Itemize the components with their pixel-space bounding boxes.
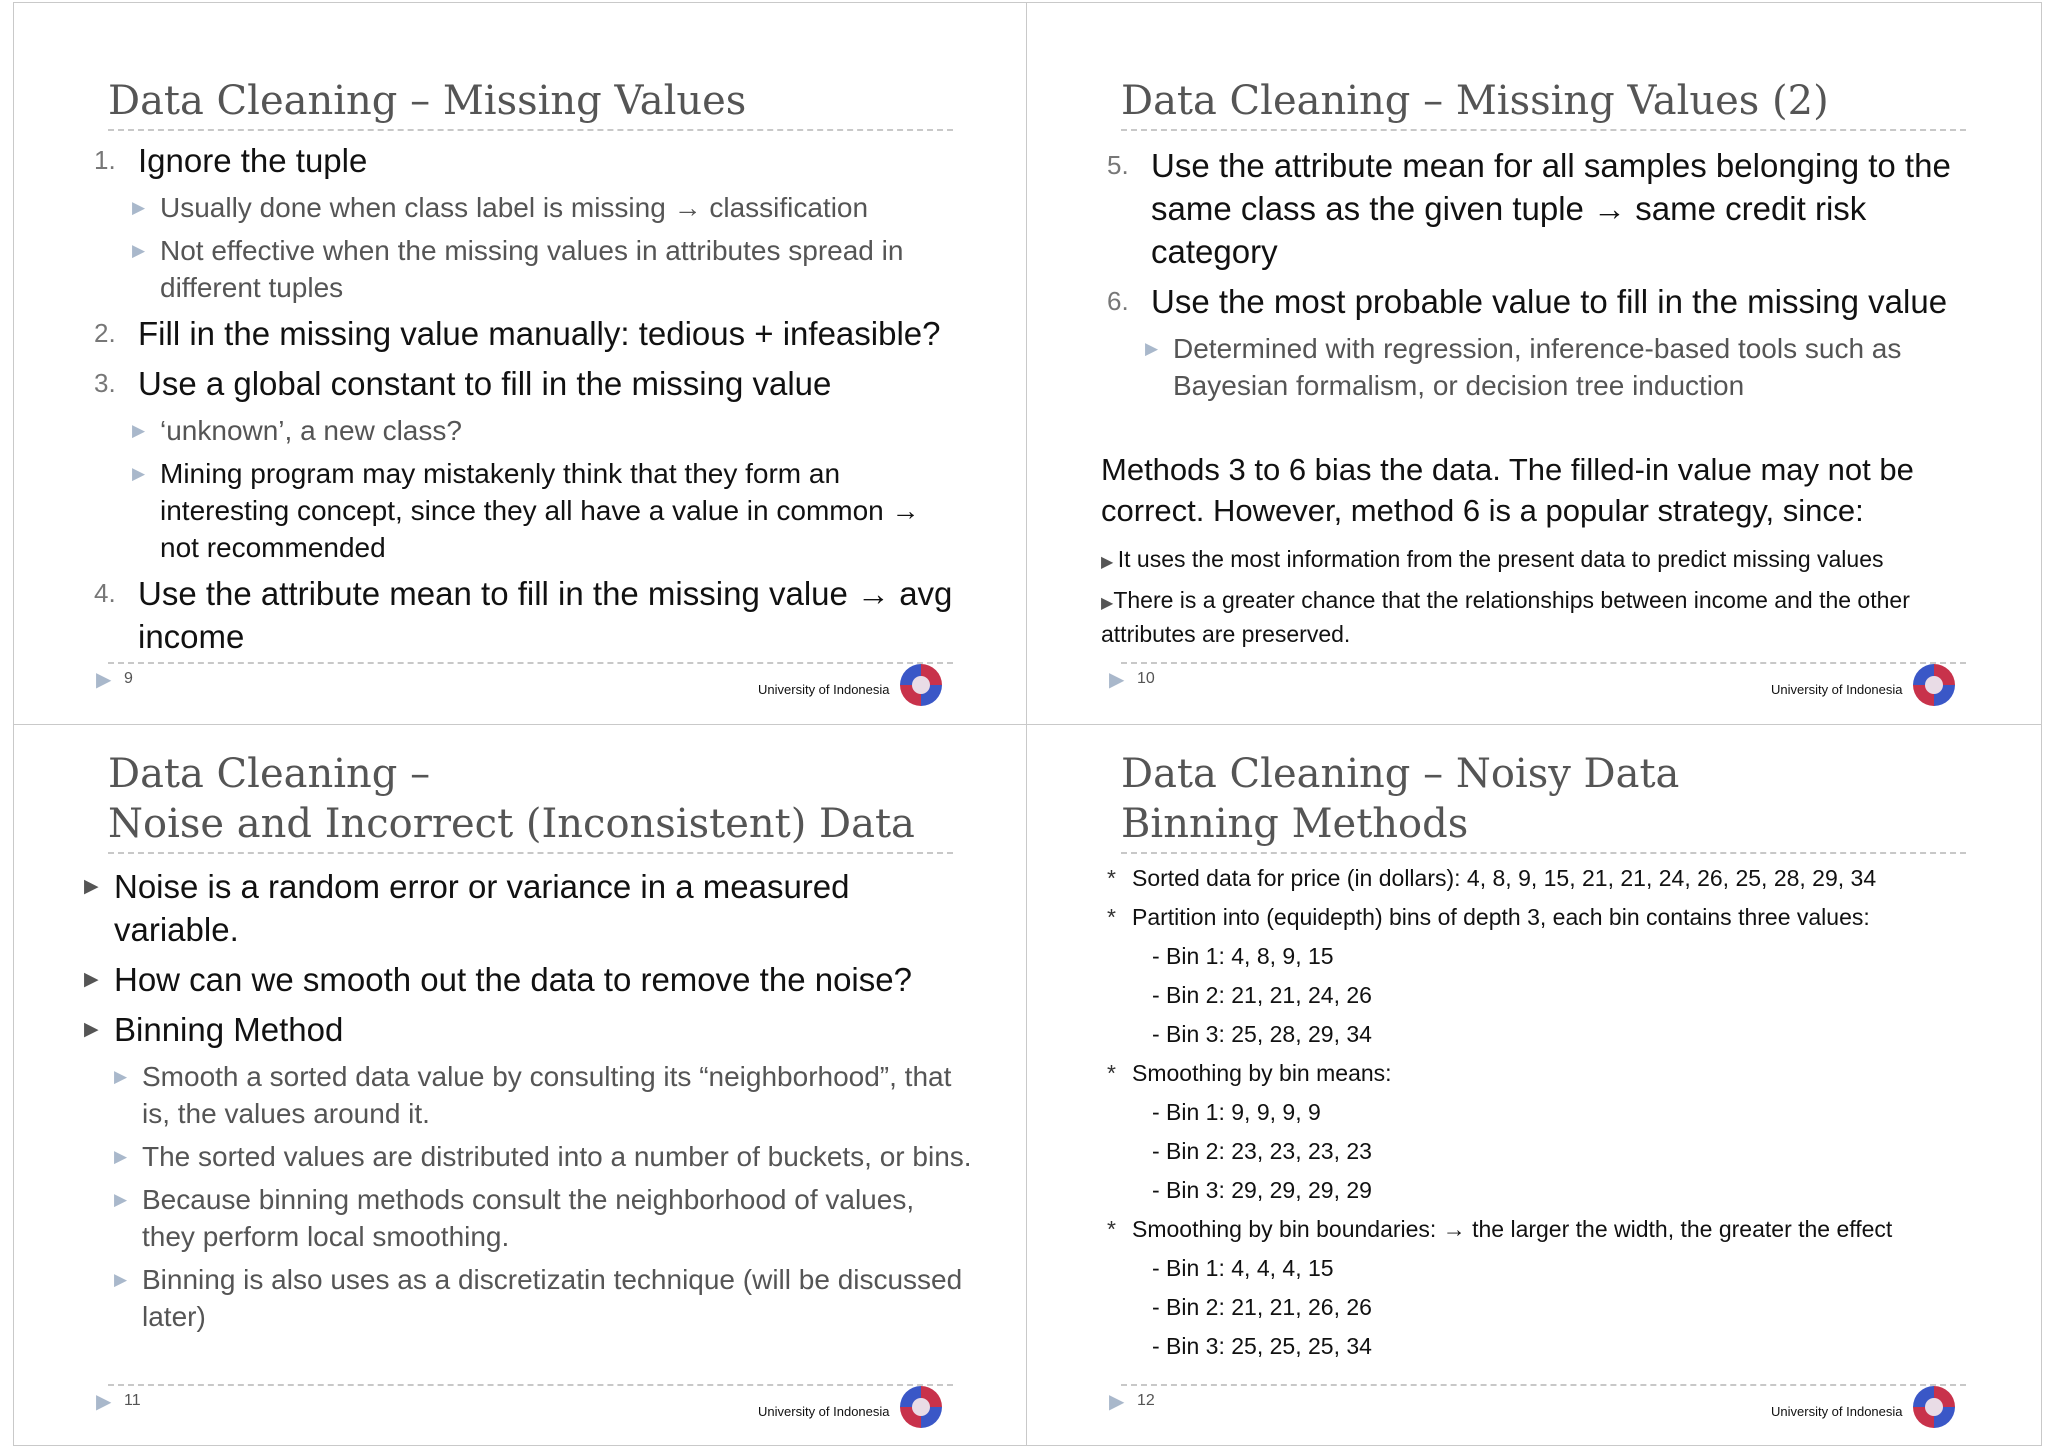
sub-item-text: ‘unknown’, a new class? xyxy=(160,415,462,446)
bullet-item xyxy=(84,1008,974,1051)
reason-item xyxy=(1101,544,1981,578)
bullet-triangle-icon: ▶ xyxy=(114,1270,128,1289)
page-number: 9 xyxy=(124,670,133,687)
slide-title-line2: Binning Methods xyxy=(1121,801,1469,847)
list-item xyxy=(94,139,964,182)
university-name: University of Indonesia xyxy=(758,1404,890,1419)
sub-item-text: Binning is also uses as a discretizatin technique (will be discussed later) xyxy=(142,1264,963,1332)
slide-title: Data Cleaning – Noisy Data xyxy=(1121,751,1680,797)
sub-item-text: Smooth a sorted data value by consulting its “neighborhood”, that is, the values around it. xyxy=(142,1061,952,1129)
bullet-text: How can we smooth out the data to remove the noise? xyxy=(114,961,912,998)
footer-divider xyxy=(1121,1384,1966,1386)
item-number: 6. xyxy=(1107,286,1129,316)
bullet-triangle-icon: ▶ xyxy=(114,1190,128,1209)
sub-item xyxy=(84,1181,974,1255)
slide-9 xyxy=(14,3,1026,723)
binning-line: - Bin 2: 21, 21, 24, 26 xyxy=(1152,982,1372,1008)
sub-item xyxy=(94,455,964,566)
sub-item-text: Mining program may mistakenly think that they form an interesting concept, since they all have a value in common → not recommended xyxy=(160,458,920,563)
bullet-triangle-icon: ▶ xyxy=(114,1147,128,1166)
asterisk-bullet: * xyxy=(1107,1216,1116,1242)
binning-line: - Bin 2: 23, 23, 23, 23 xyxy=(1152,1138,1372,1164)
sub-item xyxy=(84,1261,974,1335)
sub-item xyxy=(84,1138,974,1175)
bullet-triangle-icon: ▶ xyxy=(84,876,99,897)
page-triangle-icon: ▶ xyxy=(1109,669,1125,691)
binning-text: Partition into (equidepth) bins of depth 3, each bin contains three values: xyxy=(1132,904,1870,930)
page-triangle-icon: ▶ xyxy=(96,669,112,691)
binning-line xyxy=(1107,1210,1997,1249)
binning-text: Smoothing by bin means: xyxy=(1132,1060,1392,1086)
slide-content xyxy=(84,865,974,1341)
item-number: 5. xyxy=(1107,150,1129,180)
slide-content xyxy=(1107,144,1987,410)
bullet-triangle-icon: ▶ xyxy=(84,1019,99,1040)
slide-title: Data Cleaning – Missing Values (2) xyxy=(1121,78,1829,124)
slide-title: Data Cleaning – xyxy=(108,751,431,797)
university-logo-icon xyxy=(900,1386,942,1428)
sub-item-text: Determined with regression, inference-based tools such as Bayesian formalism, or decision tree induction xyxy=(1173,333,1902,401)
page-triangle-icon: ▶ xyxy=(1109,1391,1125,1413)
item-text: Use the attribute mean for all samples belonging to the same class as the given tuple → same credit risk category xyxy=(1151,147,1951,270)
slide-11 xyxy=(14,725,1026,1445)
slide-content xyxy=(94,139,964,665)
item-number: 3. xyxy=(94,368,116,398)
title-divider xyxy=(108,129,953,131)
binning-text: Sorted data for price (in dollars): 4, 8, 9, 15, 21, 21, 24, 26, 25, 28, 29, 34 xyxy=(1132,865,1877,891)
university-logo-icon xyxy=(900,664,942,706)
footer-divider xyxy=(108,662,953,664)
title-divider xyxy=(108,852,953,854)
item-text: Ignore the tuple xyxy=(138,142,368,179)
bullet-triangle-icon: ▶ xyxy=(1101,554,1118,571)
list-item xyxy=(1107,144,1987,273)
binning-line: - Bin 1: 4, 4, 4, 15 xyxy=(1152,1255,1334,1281)
bullet-triangle-icon: ▶ xyxy=(114,1067,128,1086)
bullet-triangle-icon: ▶ xyxy=(1101,595,1114,612)
binning-line: - Bin 2: 21, 21, 26, 26 xyxy=(1152,1294,1372,1320)
university-logo-icon xyxy=(1913,1386,1955,1428)
title-divider xyxy=(1121,852,1966,854)
item-number: 2. xyxy=(94,318,116,348)
list-item xyxy=(94,312,964,355)
bullet-triangle-icon: ▶ xyxy=(132,241,146,260)
bullet-item xyxy=(84,865,974,951)
page-number: 10 xyxy=(1137,670,1155,687)
binning-line: - Bin 1: 9, 9, 9, 9 xyxy=(1152,1099,1321,1125)
item-text: Use the most probable value to fill in the missing value xyxy=(1151,283,1948,320)
sub-item xyxy=(84,1058,974,1132)
binning-line xyxy=(1107,1054,1997,1093)
title-divider xyxy=(1121,129,1966,131)
sub-item-text: Because binning methods consult the neighborhood of values, they perform local smoothing. xyxy=(142,1184,915,1252)
item-text: Use a global constant to fill in the missing value xyxy=(138,365,832,402)
footer-divider xyxy=(1121,662,1966,664)
item-number: 1. xyxy=(94,145,116,175)
university-logo-icon xyxy=(1913,664,1955,706)
sub-item xyxy=(94,189,964,226)
slide-title-line2: Noise and Incorrect (Inconsistent) Data xyxy=(108,801,915,847)
item-number: 4. xyxy=(94,578,116,608)
slide-12 xyxy=(1027,725,2039,1445)
sub-item xyxy=(1107,330,1987,404)
page-number: 12 xyxy=(1137,1392,1155,1409)
list-item xyxy=(94,572,964,658)
binning-line: - Bin 3: 25, 28, 29, 34 xyxy=(1152,1021,1372,1047)
list-item xyxy=(1107,280,1987,323)
asterisk-bullet: * xyxy=(1107,865,1116,891)
university-name: University of Indonesia xyxy=(1771,682,1903,697)
binning-line: - Bin 3: 29, 29, 29, 29 xyxy=(1152,1177,1372,1203)
asterisk-bullet: * xyxy=(1107,1060,1116,1086)
asterisk-bullet: * xyxy=(1107,904,1116,930)
page-triangle-icon: ▶ xyxy=(96,1391,112,1413)
university-name: University of Indonesia xyxy=(1771,1404,1903,1419)
reason-text: There is a greater chance that the relationships between income and the other attributes are preserved. xyxy=(1101,587,1910,647)
reason-item xyxy=(1101,585,1981,650)
slide-title: Data Cleaning – Missing Values xyxy=(108,78,747,124)
bullet-triangle-icon: ▶ xyxy=(132,421,146,440)
footer-divider xyxy=(108,1384,953,1386)
sub-item xyxy=(94,412,964,449)
binning-line: - Bin 1: 4, 8, 9, 15 xyxy=(1152,943,1334,969)
binning-list xyxy=(1107,859,1997,1366)
bullet-triangle-icon: ▶ xyxy=(84,969,99,990)
bullet-triangle-icon: ▶ xyxy=(132,198,146,217)
item-text: Use the attribute mean to fill in the missing value → avg income xyxy=(138,575,953,655)
page-number: 11 xyxy=(124,1392,141,1409)
bullet-item xyxy=(84,958,974,1001)
university-name: University of Indonesia xyxy=(758,682,890,697)
slide-10 xyxy=(1027,3,2039,723)
sub-item-text: Not effective when the missing values in attributes spread in different tuples xyxy=(160,235,904,303)
bullet-text: Binning Method xyxy=(114,1011,344,1048)
binning-line xyxy=(1107,859,1997,898)
methods-paragraph: Methods 3 to 6 bias the data. The filled-in value may not be correct. However, method 6 is a popular strategy, since: xyxy=(1101,452,1914,528)
sub-item-text: The sorted values are distributed into a number of buckets, or bins. xyxy=(142,1141,972,1172)
reason-text: It uses the most information from the present data to predict missing values xyxy=(1117,546,1884,572)
bullet-triangle-icon: ▶ xyxy=(132,464,146,483)
binning-text: Smoothing by bin boundaries: → the larger the width, the greater the effect xyxy=(1132,1216,1893,1242)
binning-line xyxy=(1107,898,1997,937)
sub-item xyxy=(94,232,964,306)
bullet-triangle-icon: ▶ xyxy=(1145,339,1159,358)
sub-item-text: Usually done when class label is missing → classification xyxy=(160,192,869,223)
list-item xyxy=(94,362,964,405)
binning-line: - Bin 3: 25, 25, 25, 34 xyxy=(1152,1333,1372,1359)
bullet-text: Noise is a random error or variance in a measured variable. xyxy=(114,868,850,948)
item-text: Fill in the missing value manually: tedious + infeasible? xyxy=(138,315,941,352)
